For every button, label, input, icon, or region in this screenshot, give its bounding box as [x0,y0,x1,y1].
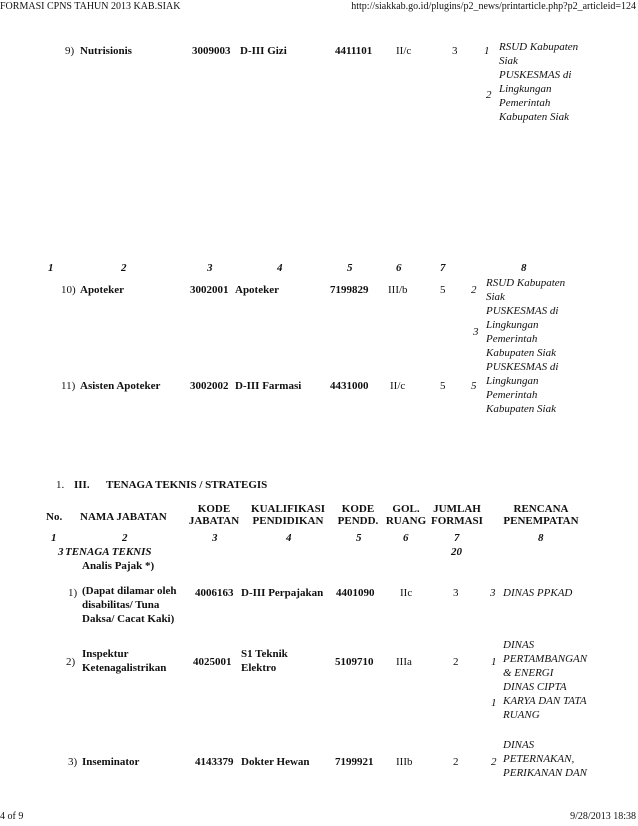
page-footer-pagination: 4 of 9 [0,811,24,822]
placement-count: 2 [486,89,492,101]
placement-count: 3 [473,326,479,338]
row-number: 9) [65,45,75,57]
column-number: 6 [403,532,409,544]
column-number: 7 [440,262,446,274]
row-number: 3) [68,756,78,768]
job-name: Nutrisionis [80,45,132,57]
job-name: Apoteker [80,284,124,296]
row-number: 2) [66,656,76,668]
placement-location: RSUD Kabupaten Siak [486,277,566,303]
education-code: 4431000 [330,380,369,392]
placement-location: DINAS PPKAD [503,587,573,599]
job-name: (Dapat dilamar oleh disabilitas/ Tuna Daksa/ Cacat Kaki) [82,585,177,625]
group-code: 3 [58,546,64,558]
job-code: 4025001 [193,656,232,668]
job-code: 3009003 [192,45,231,57]
group-subtitle: Analis Pajak *) [82,560,155,572]
job-name: Asisten Apoteker [80,380,161,392]
header-job-name: NAMA JABATAN [80,511,167,523]
header-placement: RENCANA PENEMPATAN [503,503,579,527]
placement-count: 3 [490,587,496,599]
column-number: 2 [121,262,127,274]
placement-count: 1 [484,45,490,57]
column-number: 7 [454,532,460,544]
column-number: 4 [277,262,283,274]
header-job-code: KODE JABATAN [188,503,240,527]
header-quota: JUMLAH FORMASI [431,503,483,527]
placement-count: 1 [491,656,497,668]
job-code: 4143379 [195,756,234,768]
column-number: 1 [51,532,57,544]
qualification: S1 Teknik Elektro [241,648,288,674]
placement-location: DINAS PETERNAKAN, PERIKANAN DAN [503,739,588,779]
placement-count: 2 [471,284,477,296]
job-name: Inspektur Ketenagalistrikan [82,648,167,674]
grade: IIc [400,587,413,599]
page-header-title: FORMASI CPNS TAHUN 2013 KAB.SIAK [0,1,181,12]
group-total: 20 [451,546,462,558]
row-number: 1) [68,587,78,599]
education-code: 4401090 [336,587,375,599]
header-grade: GOL. RUANG [385,503,427,527]
quota: 5 [440,380,446,392]
grade: III/b [388,284,408,296]
section-number: 1. [56,479,65,491]
grade: IIIa [396,656,412,668]
grade: IIIb [396,756,413,768]
placement-count: 5 [471,380,477,392]
job-code: 3002001 [190,284,229,296]
placement-location: PUSKESMAS di Lingkungan Pemerintah Kabupaten Siak [486,361,559,415]
qualification: Apoteker [235,284,279,296]
section-roman: III. [74,479,90,491]
placement-count: 2 [491,756,497,768]
column-number: 3 [207,262,213,274]
quota: 3 [453,587,459,599]
qualification: Dokter Hewan [241,756,310,768]
column-number: 6 [396,262,402,274]
qualification: D-III Perpajakan [241,587,324,599]
education-code: 4411101 [335,45,373,57]
page-header-url[interactable]: http://siakkab.go.id/plugins/p2_news/printarticle.php?p2_articleid=124 [351,1,636,12]
header-no: No. [46,511,63,523]
education-code: 7199829 [330,284,369,296]
qualification: D-III Farmasi [235,380,302,392]
placement-count: 1 [491,697,497,709]
column-number: 5 [347,262,353,274]
job-code: 4006163 [195,587,234,599]
column-number: 8 [538,532,544,544]
placement-location: DINAS PERTAMBANGAN & ENERGI [503,639,588,679]
grade: II/c [396,45,412,57]
column-number: 3 [212,532,218,544]
row-number: 11) [61,380,76,392]
quota: 2 [453,756,459,768]
quota: 2 [453,656,459,668]
group-label: TENAGA TEKNIS [65,546,152,558]
education-code: 5109710 [335,656,374,668]
job-name: Inseminator [82,756,140,768]
placement-location: PUSKESMAS di Lingkungan Pemerintah Kabupaten Siak [486,305,559,359]
column-number: 5 [356,532,362,544]
quota: 3 [452,45,458,57]
section-title: TENAGA TEKNIS / STRATEGIS [106,479,268,491]
job-code: 3002002 [190,380,229,392]
grade: II/c [390,380,406,392]
placement-location: RSUD Kabupaten Siak [499,41,579,67]
education-code: 7199921 [335,756,374,768]
qualification: D-III Gizi [240,45,287,57]
column-number: 8 [521,262,527,274]
page-footer-timestamp: 9/28/2013 18:38 [570,811,636,822]
column-number: 4 [286,532,292,544]
header-education-code: KODE PENDD. [337,503,379,527]
placement-location: PUSKESMAS di Lingkungan Pemerintah Kabupaten Siak [499,69,572,123]
column-number: 1 [48,262,54,274]
placement-location: DINAS CIPTA KARYA DAN TATA RUANG [503,681,587,721]
header-qualification: KUALIFIKASI PENDIDIKAN [251,503,325,527]
row-number: 10) [61,284,76,296]
column-number: 2 [122,532,128,544]
quota: 5 [440,284,446,296]
